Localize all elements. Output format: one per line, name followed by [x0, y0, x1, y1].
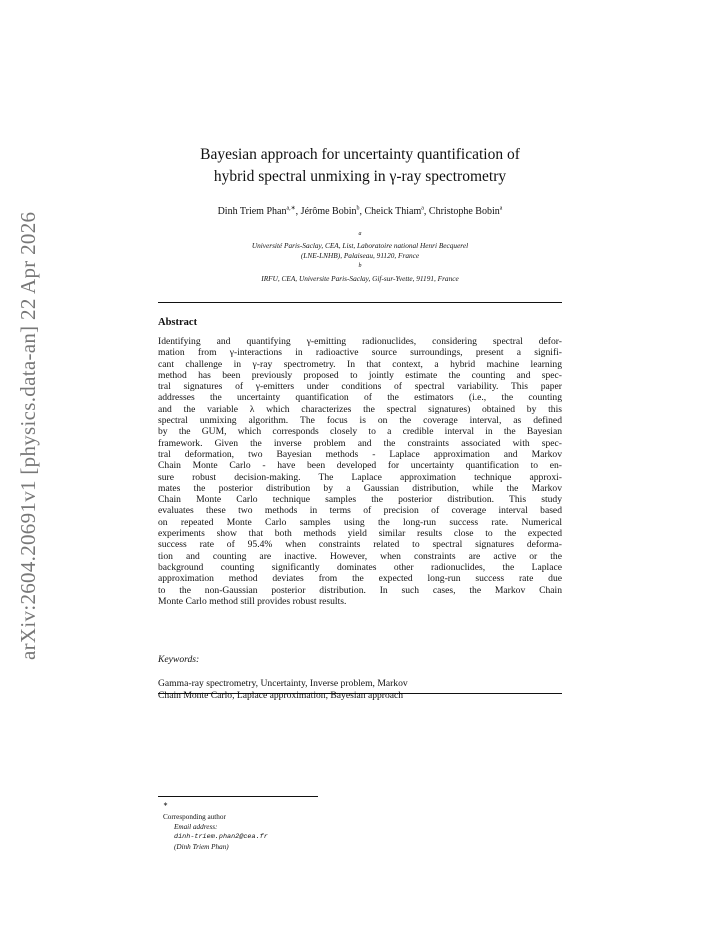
- keywords: [158, 654, 562, 702]
- abstract-line: tral deformation, two Bayesian methods - Laplace approximation and Markov: [158, 448, 562, 460]
- abstract-line: method has been previously proposed to jointly estimate the counting and spec-: [158, 369, 562, 381]
- abstract-line: and the variable λ which characterizes the spectral signatures) obtained by this: [158, 403, 562, 415]
- abstract-top-rule: [158, 302, 562, 303]
- abstract-bottom-rule: [158, 693, 562, 694]
- abstract-line: to the non-Gaussian posterior distribution. In such cases, the Markov Chain: [158, 584, 562, 596]
- abstract-body: [158, 336, 562, 607]
- abstract-line: mation from γ-interactions in radioactive source surroundings, present a signifi-: [158, 347, 562, 359]
- abstract-line: Chain Monte Carlo - have been developed for uncertainty quantification to en-: [158, 460, 562, 472]
- abstract-line: by the GUM, which corresponds closely to a credible interval in the Bayesian: [158, 426, 562, 438]
- arxiv-identifier-stamp: arXiv:2604.20691v1 [physics.data-an] 22 Apr 2026: [16, 211, 40, 660]
- abstract-line: Chain Monte Carlo technique samples the posterior distribution. This study: [158, 494, 562, 506]
- abstract-line: spectral unmixing algorithm. The focus is on the coverage interval, as defined: [158, 415, 562, 427]
- title-line-2: hybrid spectral unmixing in γ-ray spectrometry: [213, 168, 507, 185]
- abstract-line: cant challenge in γ-ray spectrometry. In that context, a hybrid machine learning: [158, 358, 562, 370]
- corresponding-author-note: ∗ Corresponding author: [163, 802, 226, 822]
- author-list: [150, 205, 570, 217]
- footnote: [163, 800, 268, 852]
- email-address[interactable]: dinh-triem.phan2@cea.fr: [174, 833, 268, 842]
- title-line-1: Bayesian approach for uncertainty quantification of: [200, 146, 520, 163]
- keywords-label: Keywords:: [158, 654, 200, 665]
- abstract-line: framework. Given the inverse problem and the constraints associated with spec-: [158, 437, 562, 449]
- abstract-line: Monte Carlo method still provides robust results.: [158, 595, 347, 607]
- abstract-line: addresses the uncertainty quantification of the estimators (i.e., the counting: [158, 392, 562, 404]
- affiliation-a-line-2: (LNE-LNHB), Palaiseau, 91120, France: [300, 251, 420, 261]
- abstract-line: approximation method deviates from the expected long-run success rate due: [158, 573, 562, 585]
- keywords-line-1: Keywords: Gamma-ray spectrometry, Uncertainty, Inverse problem, Markov: [158, 654, 562, 690]
- abstract-line: success rate of 95.4% when constraints related to spectral signatures deforma-: [158, 539, 562, 551]
- abstract-heading: Abstract: [158, 317, 198, 328]
- abstract-line: sure robust decision-making. The Laplace approximation technique approxi-: [158, 471, 562, 483]
- footnote-rule: [158, 796, 318, 797]
- affiliation-a-line-1: $^a$ Université Paris-Saclay, CEA, List, Laboratoire national Henri Becquerel: [251, 231, 469, 251]
- abstract-line: evaluates these two methods in terms of precision of coverage interval based: [158, 505, 562, 517]
- abstract-line: experiments show that both methods yield similar results close to the expected: [158, 528, 562, 540]
- email-line: Email address: dinh-triem.phan2@cea.fr (Dinh Triem Phan): [174, 823, 268, 852]
- affiliation-b: $^b$ IRFU, CEA, Universite Paris-Saclay, Gif-sur-Yvette, 91191, France: [261, 263, 459, 283]
- affiliations: [150, 229, 570, 284]
- abstract-line: tral signatures of γ-emitters under conditions of spectral variability. This paper: [158, 381, 562, 393]
- abstract-line: Identifying and quantifying γ-emitting radionuclides, considering spectral defor-: [158, 336, 562, 347]
- author: Jérôme Bobin$^b$,: [300, 206, 365, 218]
- keywords-line-2: Chain Monte Carlo, Laplace approximation, Bayesian approach: [158, 690, 404, 701]
- abstract-line: tion and counting are inactive. However, when constraints are active or the: [158, 550, 562, 562]
- author: Christophe Bobin$^a$: [428, 206, 503, 218]
- abstract-line: mates the posterior distribution by a Gaussian distribution, while the Markov: [158, 482, 562, 494]
- abstract-line: background counting significantly dominates other radionuclides, the Laplace: [158, 561, 562, 573]
- author: Cheick Thiam$^a$,: [364, 206, 429, 218]
- author: Dinh Triem Phan$^{a,∗}$,: [217, 206, 301, 218]
- paper-title: [150, 144, 570, 188]
- abstract-line: on repeated Monte Carlo samples using the long-run success rate. Numerical: [158, 516, 562, 528]
